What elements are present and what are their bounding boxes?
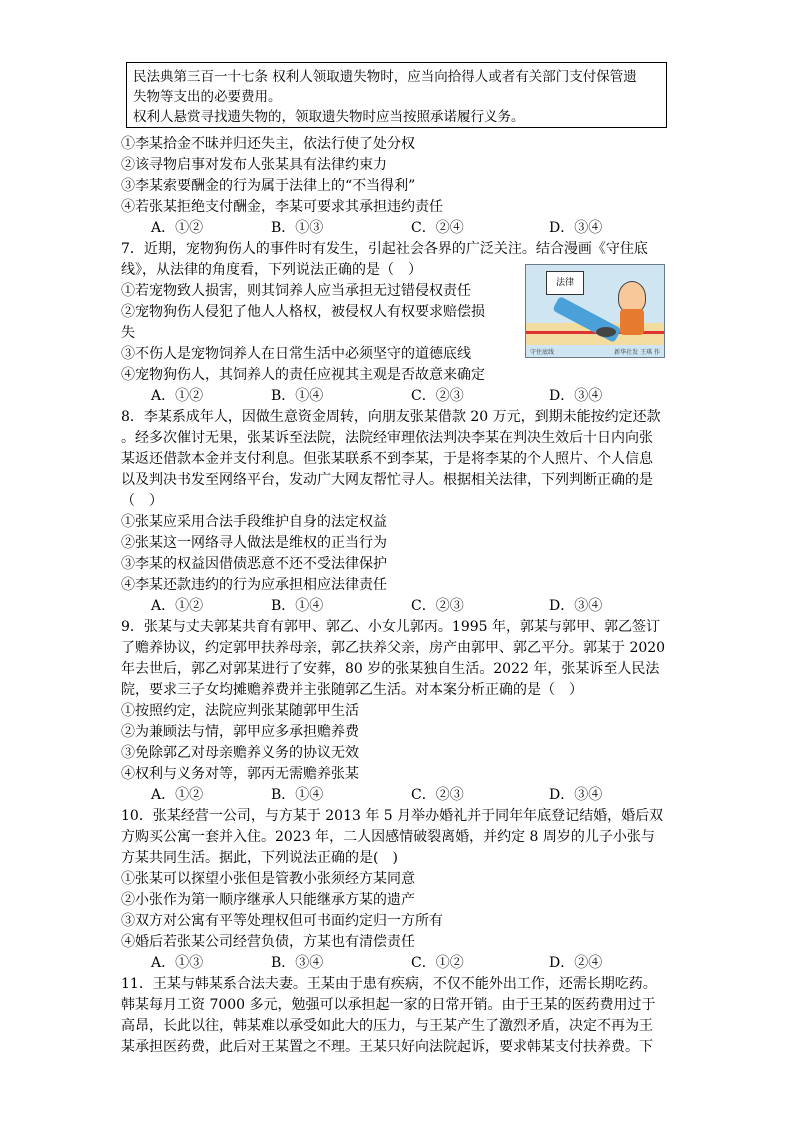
comic-caption: 守住底线 xyxy=(530,349,555,356)
law-quote-line: 失物等支出的必要费用。 xyxy=(133,89,282,105)
choice-b[interactable]: B．①④ xyxy=(271,388,324,404)
q9-item-2: ②为兼顾法与情，郭甲应多承担赡养费 xyxy=(121,724,359,740)
choice-b[interactable]: B．①③ xyxy=(271,220,324,236)
q8-stem-line: （ ） xyxy=(121,493,163,509)
q8-stem-line: 某返还借款本金并支付利息。但张某联系不到李某，于是将李某的个人照片、个人信息 xyxy=(121,451,653,467)
choice-d[interactable]: D．②④ xyxy=(549,955,603,971)
q8-item-3: ③李某的权益因借债恶意不还不受法律保护 xyxy=(121,556,387,572)
q7-item-1: ①若宠物致人损害，则其饲养人应当承担无过错侵权责任 xyxy=(121,283,471,299)
q9-stem-line: 院，要求三子女均摊赡养费并主张随郭乙生活。对本案分析正确的是（ ） xyxy=(121,682,583,698)
choice-b[interactable]: B．①④ xyxy=(271,598,324,614)
choice-a[interactable]: A．①③ xyxy=(151,955,204,971)
q8-stem-line: 8．李某系成年人，因做生意资金周转，向朋友张某借款 20 万元，到期未能按约定还款 xyxy=(121,409,661,425)
q7-item-2-cont: 失 xyxy=(121,325,135,341)
q10-stem-line: 方购买公寓一套并入住。2023 年，二人因感情破裂离婚，并约定 8 周岁的儿子小张与 xyxy=(121,829,655,845)
comic-man-body xyxy=(620,309,644,335)
choice-a[interactable]: A．①② xyxy=(151,220,204,236)
q7-item-2: ②宠物狗伤人侵犯了他人人格权，被侵权人有权要求赔偿损 xyxy=(121,304,485,320)
choice-a[interactable]: A．①② xyxy=(151,388,204,404)
choice-c[interactable]: C．②④ xyxy=(411,220,464,236)
choice-a[interactable]: A．①② xyxy=(151,787,204,803)
q8-item-2: ②张某这一网络寻人做法是维权的正当行为 xyxy=(121,535,387,551)
q8-item-4: ④李某还款违约的行为应承担相应法律责任 xyxy=(121,577,387,593)
q8-stem-line: 以及判决书发至网络平台，发动广大网友帮忙寻人。根据相关法律，下列判断正确的是 xyxy=(121,472,653,488)
q9-stem-line: 了赡养协议，约定郭甲扶养母亲，郭乙扶养父亲，房产由郭甲、郭乙平分。郭某于 2020 xyxy=(121,640,666,656)
choice-c[interactable]: C．②③ xyxy=(411,598,464,614)
choice-b[interactable]: B．①④ xyxy=(271,787,324,803)
q10-stem-line: 10．张某经营一公司，与方某于 2013 年 5 月举办婚礼并于同年年底登记结婚，婚后双 xyxy=(121,808,664,824)
choice-d[interactable]: D．③④ xyxy=(549,388,603,404)
q10-item-4: ④婚后若张某公司经营负债，方某也有清偿责任 xyxy=(121,934,415,950)
q7-item-3: ③不伤人是宠物饲养人在日常生活中必须坚守的道德底线 xyxy=(121,346,471,362)
q7-stem-line: 7．近期，宠物狗伤人的事件时有发生，引起社会各界的广泛关注。结合漫画《守住底 xyxy=(121,241,648,257)
q6-item-4: ④若张某拒绝支付酬金，李某可要求其承担违约责任 xyxy=(121,199,443,215)
comic-illustration xyxy=(525,264,665,358)
choice-c[interactable]: C．①② xyxy=(411,955,464,971)
q9-item-3: ③免除郭乙对母亲赡养义务的协议无效 xyxy=(121,745,359,761)
q7-stem-line: 线》，从法律的角度看，下列说法正确的是（ ） xyxy=(121,262,422,278)
q11-stem-line: 某承担医药费，此后对王某置之不理。王某只好向法院起诉，要求韩某支付扶养费。下 xyxy=(121,1039,653,1055)
choice-d[interactable]: D．③④ xyxy=(549,787,603,803)
choice-b[interactable]: B．③④ xyxy=(271,955,324,971)
q7-item-4: ④宠物狗伤人，其饲养人的责任应视其主观是否故意来确定 xyxy=(121,367,485,383)
law-quote-line: 权利人悬赏寻找遗失物的，领取遗失物时应当按照承诺履行义务。 xyxy=(133,109,525,125)
q10-item-2: ②小张作为第一顺序继承人只能继承方某的遗产 xyxy=(121,892,415,908)
comic-sign: 法律 xyxy=(546,271,584,295)
choice-c[interactable]: C．②③ xyxy=(411,787,464,803)
q6-item-2: ②该寻物启事对发布人张某具有法律约束力 xyxy=(121,157,387,173)
q8-item-1: ①张某应采用合法手段维护自身的法定权益 xyxy=(121,514,387,530)
q10-item-3: ③双方对公寓有平等处理权但可书面约定归一方所有 xyxy=(121,913,443,929)
q9-stem-line: 年去世后，郭乙对郭某进行了安葬，80 岁的张某独自生活。2022 年，张某诉至人民法 xyxy=(121,661,660,677)
law-quote-line: 民法典第三百一十七条 权利人领取遗失物时，应当向拾得人或者有关部门支付保管遗 xyxy=(133,69,637,85)
q6-item-1: ①李某拾金不昧并归还失主，依法行使了处分权 xyxy=(121,136,415,152)
choice-c[interactable]: C．②③ xyxy=(411,388,464,404)
choice-a[interactable]: A．①② xyxy=(151,598,204,614)
q10-stem-line: 方某共同生活。据此，下列说法正确的是( ) xyxy=(121,850,398,866)
q11-stem-line: 韩某每月工资 7000 多元，勉强可以承担起一家的日常开销。由于王某的医药费用过于 xyxy=(121,997,656,1013)
q8-stem-line: 。经多次催讨无果，张某诉至法院，法院经审理依法判决李某在判决生效后十日内向张 xyxy=(121,430,653,446)
q6-item-3: ③李某索要酬金的行为属于法律上的“不当得利” xyxy=(121,178,416,194)
law-quote-box xyxy=(126,62,667,128)
q9-item-1: ①按照约定，法院应判张某随郭甲生活 xyxy=(121,703,359,719)
choice-d[interactable]: D．③④ xyxy=(549,220,603,236)
q9-item-4: ④权利与义务对等，郭丙无需赡养张某 xyxy=(121,766,359,782)
choice-d[interactable]: D．③④ xyxy=(549,598,603,614)
q11-stem-line: 11．王某与韩某系合法夫妻。王某由于患有疾病，不仅不能外出工作，还需长期吃药。 xyxy=(121,976,657,992)
comic-dog-icon xyxy=(596,327,616,337)
q11-stem-line: 高昂，长此以往，韩某难以承受如此大的压力，与王某产生了激烈矛盾，决定不再为王 xyxy=(121,1018,653,1034)
q9-stem-line: 9．张某与丈夫郭某共育有郭甲、郭乙、小女儿郭丙。1995 年，郭某与郭甲、郭乙签订 xyxy=(121,619,660,635)
q10-item-1: ①张某可以探望小张但是管教小张须经方某同意 xyxy=(121,871,415,887)
comic-credit: 新华社发 王琪 作 xyxy=(614,349,660,356)
